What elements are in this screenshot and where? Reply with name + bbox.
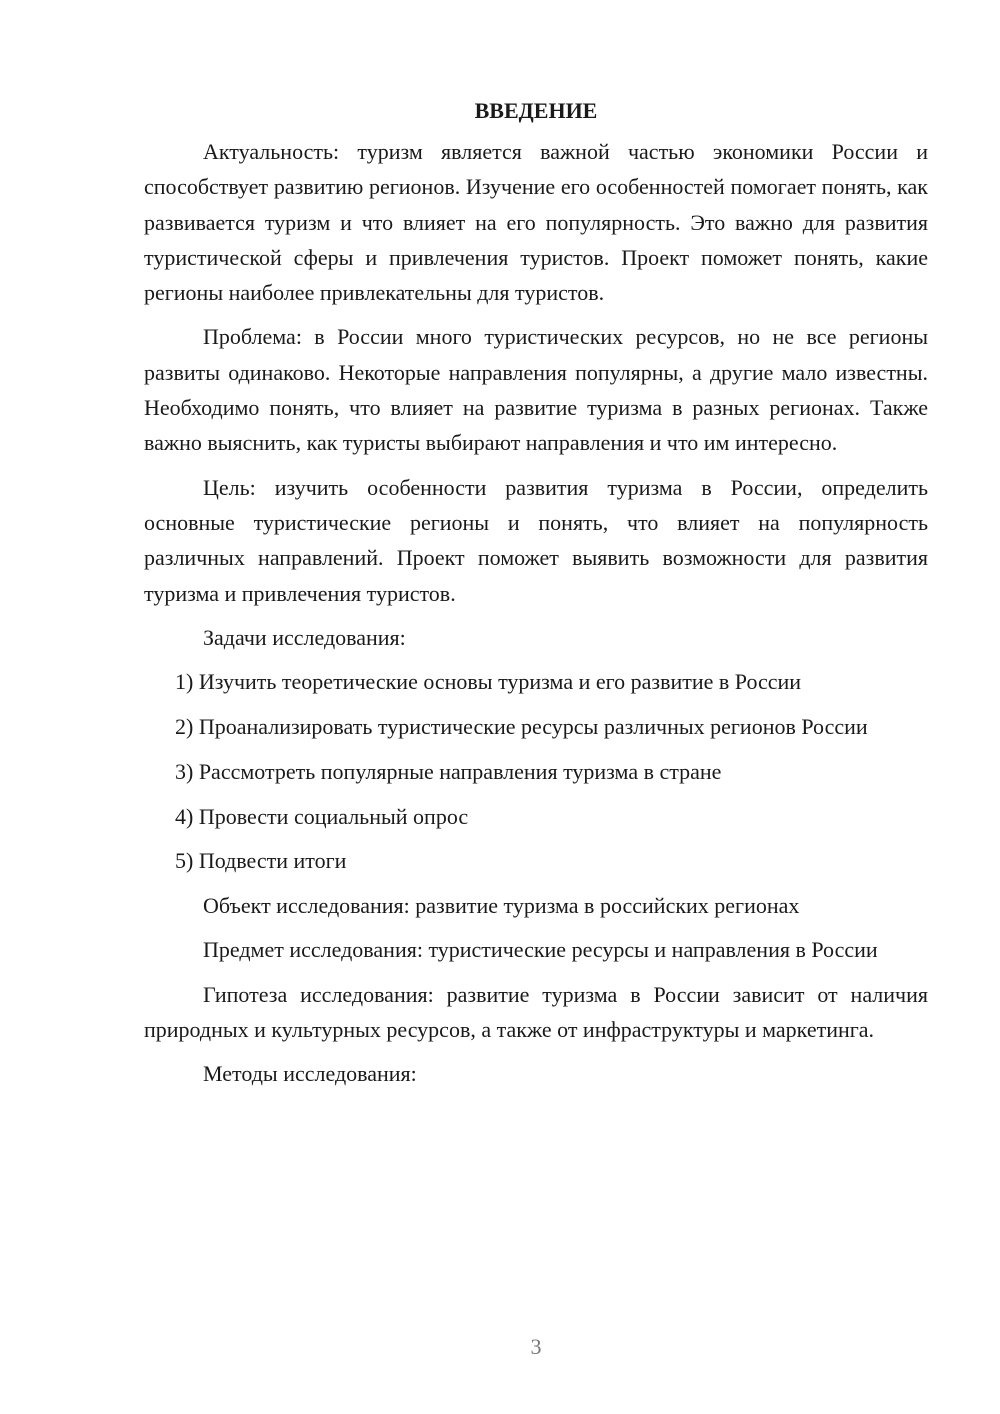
relevance-paragraph: Актуальность: туризм является важной частью экономики России и способствует развитию регионов. Изучение его особенностей помогает понять, как развивается туризм и что влияет на его популярность. Это важно для развития туристической сферы и привлечения туристов. Проект поможет понять, какие регионы наиболее привлекательны для туристов. [144,139,928,306]
task-item: 5) Подвести итоги [175,848,347,874]
problem-paragraph: Проблема: в России много туристических ресурсов, но не все регионы развиты одинаково. Некоторые направления популярны, а другие мало известны. Необходимо понять, что влияет на развитие туризма в разных регионах. Также важно выяснить, как туристы выбирают направления и что им интересно. [144,324,928,456]
subject-paragraph: Предмет исследования: туристические ресурсы и направления в России [203,937,878,963]
page-number: 3 [530,1334,542,1359]
task-item: 2) Проанализировать туристические ресурсы различных регионов России [175,713,868,739]
section-title: ВВЕДЕНИЕ [474,98,598,123]
document-page [144,96,928,1101]
tasks-heading: Задачи исследования: [203,624,406,650]
object-paragraph: Объект исследования: развитие туризма в российских регионах [203,893,800,919]
task-item: 1) Изучить теоретические основы туризма и его развитие в России [175,669,802,695]
task-item: 3) Рассмотреть популярные направления туризма в стране [175,758,722,784]
goal-paragraph: Цель: изучить особенности развития туризма в России, определить основные туристические регионы и понять, что влияет на популярность различных направлений. Проект поможет выявить возможности для развития туризма и привлечения туристов. [144,474,928,606]
methods-heading: Методы исследования: [203,1061,417,1087]
hypothesis-paragraph: Гипотеза исследования: развитие туризма в России зависит от наличия природных и культурных ресурсов, а также от инфраструктуры и маркетинга. [144,981,928,1043]
task-item: 4) Провести социальный опрос [175,803,469,829]
